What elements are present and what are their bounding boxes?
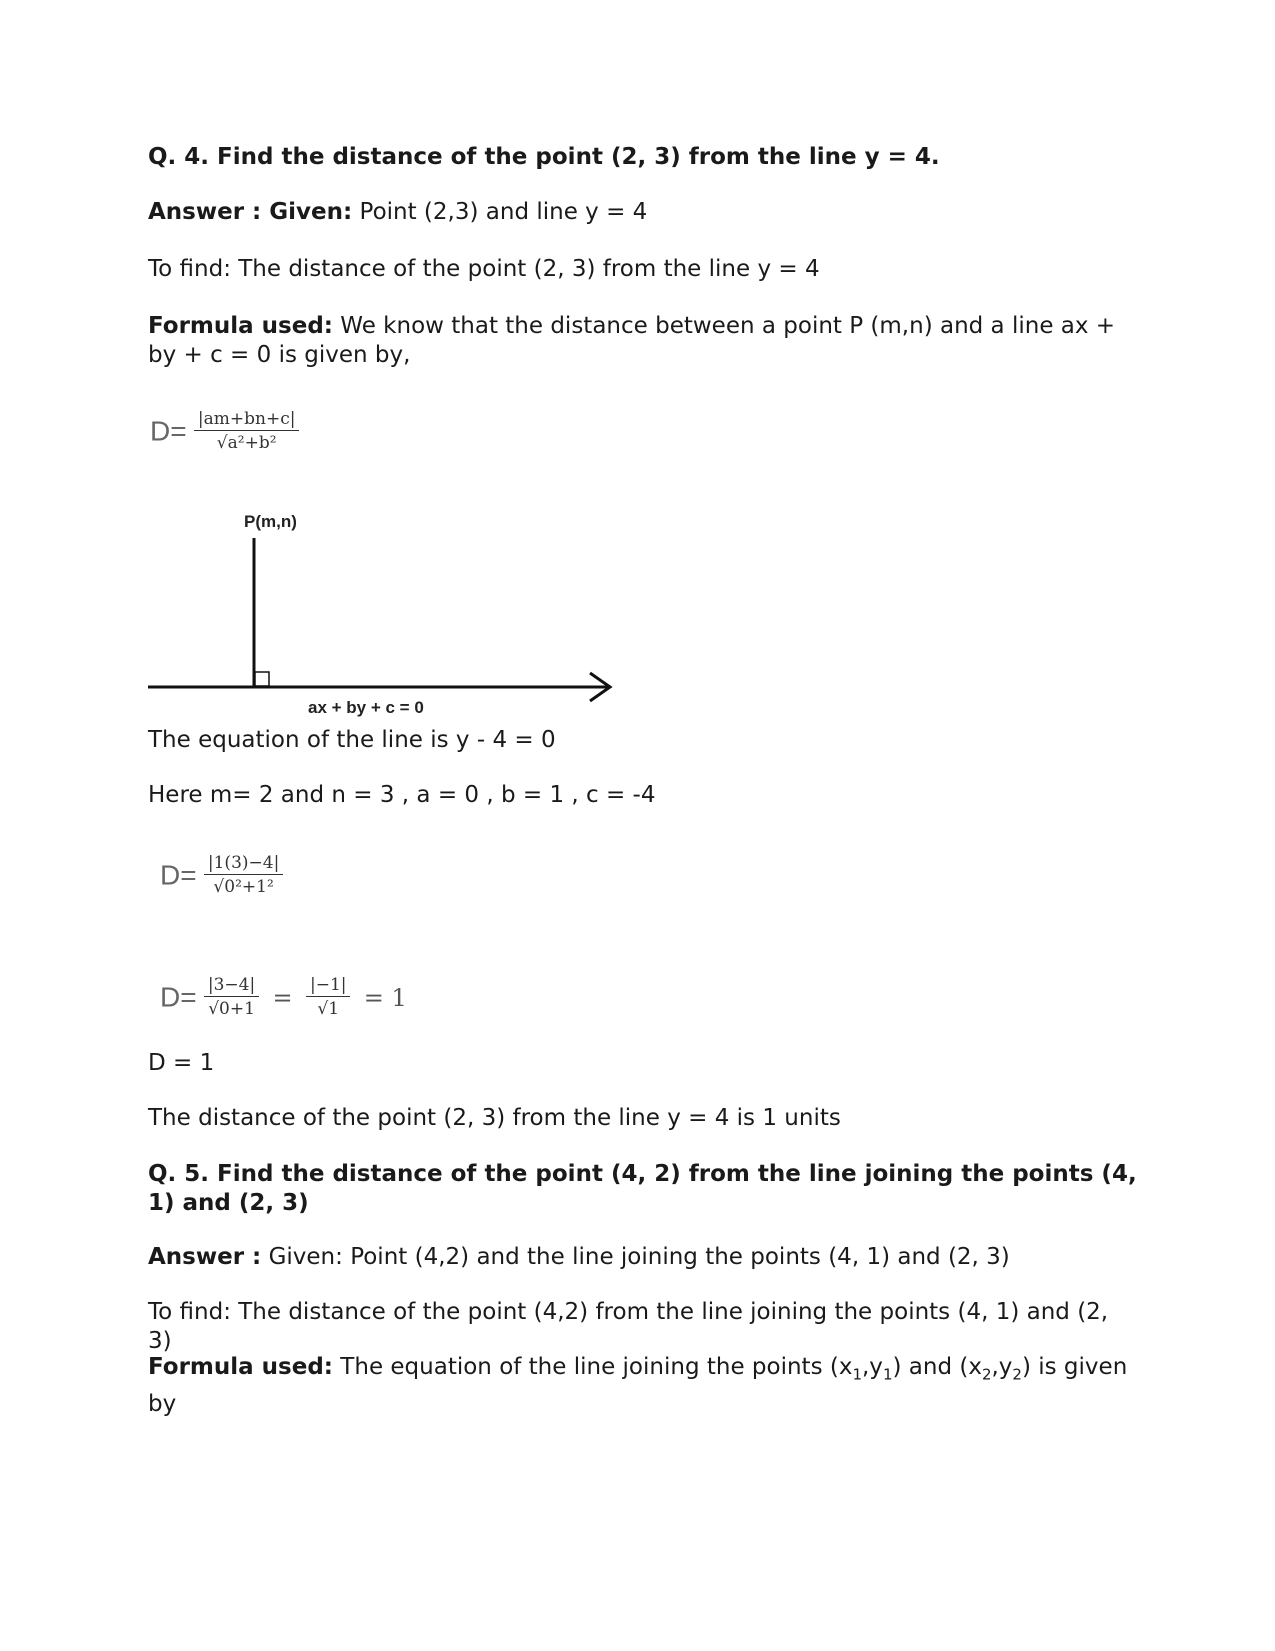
- q5-formula-used: [148, 1353, 1138, 1419]
- q4-formula-used: [148, 312, 1138, 370]
- subscript: 1: [882, 1365, 893, 1384]
- fraction-numerator: |3−4|: [204, 974, 259, 997]
- fraction: [306, 974, 351, 1021]
- fraction: [194, 408, 300, 455]
- fraction-denominator: √1: [317, 999, 340, 1019]
- formula-lhs: D=: [150, 415, 187, 447]
- formula-text: ,y: [991, 1354, 1013, 1380]
- answer-text: Point (2,3) and line y = 4: [352, 199, 648, 225]
- simplified-formula: [160, 974, 413, 1021]
- answer-label: Answer :: [148, 1244, 262, 1270]
- distance-formula: [150, 408, 299, 455]
- fraction-numerator: |am+bn+c|: [194, 408, 300, 431]
- q4-values: Here m= 2 and n = 3 , a = 0 , b = 1 , c = -4: [148, 782, 656, 808]
- formula-label: Formula used:: [148, 313, 333, 339]
- formula-text: ) and (x: [892, 1354, 982, 1380]
- formula-text: We know that the distance between a point P (m,n) and a line ax + by + c = 0 is given by,: [148, 313, 1116, 368]
- q4-result: D = 1: [148, 1050, 215, 1076]
- q4-answer: [148, 198, 1138, 227]
- formula-label: Formula used:: [148, 1354, 333, 1380]
- subscript: 2: [981, 1365, 992, 1384]
- equals-sign: =: [272, 983, 293, 1012]
- q5-to-find: To find: The distance of the point (4,2) from the line joining the points (4, 1) and (2, 3): [148, 1299, 1109, 1354]
- answer-text: Given: Point (4,2) and the line joining the points (4, 1) and (2, 3): [261, 1244, 1010, 1270]
- right-angle-marker: [255, 672, 269, 686]
- perpendicular-diagram: [148, 505, 618, 725]
- formula-lhs: D=: [160, 859, 197, 891]
- point-label: P(m,n): [244, 512, 297, 531]
- fraction: [204, 852, 283, 899]
- fraction-denominator: √a²+b²: [216, 433, 277, 453]
- formula-lhs: D=: [160, 981, 197, 1013]
- q5-answer: [148, 1243, 1138, 1272]
- fraction-numerator: |−1|: [306, 974, 351, 997]
- answer-label: Answer : Given:: [148, 199, 353, 225]
- fraction: [204, 974, 259, 1021]
- fraction-denominator: √0+1: [208, 999, 255, 1019]
- formula-text: ,y: [862, 1354, 883, 1380]
- substituted-formula: [160, 852, 283, 899]
- q4-line-equation: The equation of the line is y - 4 = 0: [148, 727, 556, 753]
- q4-question: Q. 4. Find the distance of the point (2, 3) from the line y = 4.: [148, 144, 940, 170]
- q5-question: Q. 5. Find the distance of the point (4, 2) from the line joining the points (4, 1) and (2, 3): [148, 1161, 1137, 1216]
- q4-to-find: To find: The distance of the point (2, 3) from the line y = 4: [148, 256, 820, 282]
- q4-conclusion: The distance of the point (2, 3) from the line y = 4 is 1 units: [148, 1105, 841, 1131]
- fraction-numerator: |1(3)−4|: [204, 852, 283, 875]
- line-label: ax + by + c = 0: [308, 698, 424, 717]
- formula-text: ) is given by: [148, 1354, 1128, 1417]
- result-value: = 1: [363, 983, 407, 1012]
- formula-text: The equation of the line joining the points (x: [333, 1354, 853, 1380]
- fraction-denominator: √0²+1²: [213, 877, 274, 897]
- subscript: 1: [852, 1365, 862, 1384]
- subscript: 2: [1012, 1365, 1022, 1384]
